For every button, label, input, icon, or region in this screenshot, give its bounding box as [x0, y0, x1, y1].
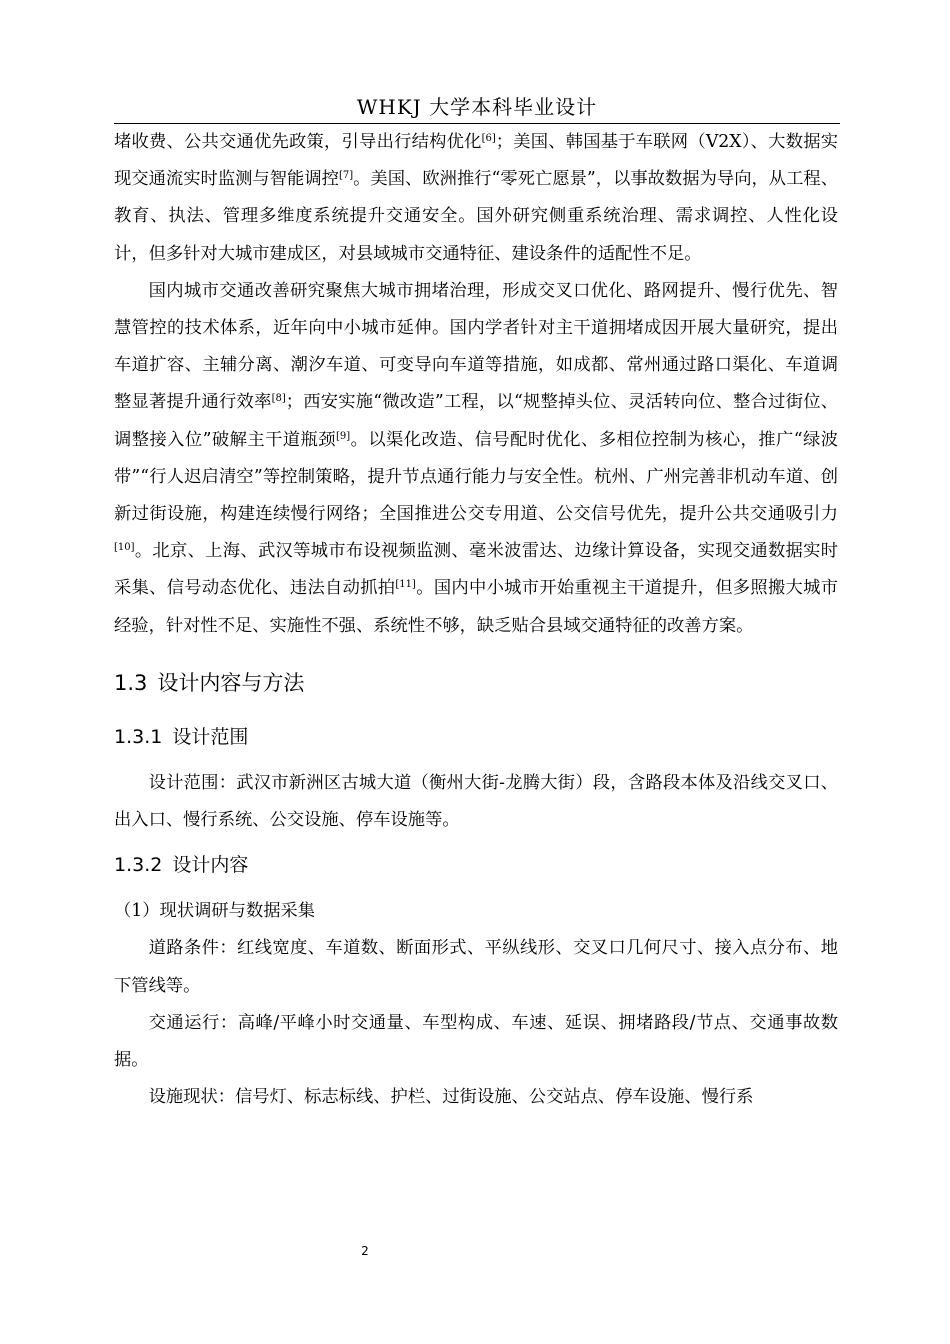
body-text: [114, 124, 838, 1116]
text-run: 。以渠化改造、信号配时优化、多相位控制为核心，推广“绿波带”“行人迟启清空”等控制策略，提升节点通行能力与安全性。杭州、广州完善非机动车道、创新过街设施，构建连续慢行网络；全国推进公交专用道、公交信号优先，提升公共交通吸引力: [114, 429, 838, 525]
paragraph-foreign-research: [114, 124, 838, 273]
citation: [10]: [114, 542, 135, 554]
text-run: 。国内中小城市开始重视主干道提升，但多照搬大城市经验，针对性不足、实施性不强、系统性不够，缺乏贴合县域交通特征的改善方案。: [114, 578, 838, 636]
paragraph-road-conditions: 道路条件：红线宽度、车道数、断面形式、平纵线形、交叉口几何尺寸、接入点分布、地下管线等。: [114, 938, 838, 996]
section-title: 设计内容与方法: [157, 670, 305, 695]
section-heading-1-3-1: [114, 719, 838, 755]
section-number: 1.3.2: [114, 854, 163, 877]
subheading-survey: （1）现状调研与数据采集: [114, 901, 316, 922]
citation: [8]: [271, 393, 286, 405]
text-run: ；西安实施“微改造”工程，以“规整掉头位、灵活转向位、整合过街位、调整接入位”破解主干道瓶颈: [114, 392, 838, 450]
text-run: 。美国、欧洲推行“零死亡愿景”，以事故数据为导向，从工程、教育、执法、管理多维度系统提升交通安全。国外研究侧重系统治理、需求调控、人性化设计，但多针对大城市建成区，对县域城市交通特征、建设条件的适配性不足。: [114, 169, 838, 264]
running-header: WHKJ 大学本科毕业设计: [356, 95, 598, 119]
section-heading-1-3: [114, 663, 838, 703]
section-title: 设计内容: [172, 854, 249, 877]
paragraph-traffic-operation: 交通运行：高峰/平峰小时交通量、车型构成、车速、延误、拥堵路段/节点、交通事故数据。: [114, 1012, 838, 1071]
paragraph-domestic-research: [114, 273, 838, 645]
section-number: 1.3.1: [114, 725, 163, 748]
citation: [7]: [338, 170, 354, 182]
text-run: ；美国、韩国基于车联网（V2X）、大数据实现交通流实时监测与智能调控: [114, 132, 838, 190]
text-run: 堵收费、公共交通优先政策，引导出行结构优化: [114, 132, 482, 152]
section-heading-1-3-2: [114, 847, 838, 883]
section-title: 设计范围: [172, 725, 249, 748]
text-run: 。北京、上海、武汉等城市布设视频监测、毫米波雷达、边缘计算设备，实现交通数据实时采集、信号动态优化、违法自动抓拍: [114, 541, 838, 599]
citation: [6]: [481, 133, 496, 144]
citation: [11]: [395, 579, 416, 591]
section-number: 1.3: [114, 670, 148, 695]
text-run: 国内城市交通改善研究聚焦大城市拥堵治理，形成交叉口优化、路网提升、慢行优先、智慧管控的技术体系，近年向中小城市延伸。国内学者针对主干道拥堵成因开展大量研究，提出车道扩容、主辅分离、潮汐车道、可变导向车道等措施，如成都、常州通过路口渠化、车道调整显著提升通行效率: [114, 280, 838, 413]
paragraph-facility-status: 设施现状：信号灯、标志标线、护栏、过街设施、公交站点、停车设施、慢行系: [148, 1087, 754, 1108]
paragraph-design-scope: 设计范围：武汉市新洲区古城大道（衡州大街-龙腾大街）段，含路段本体及沿线交叉口、出入口、慢行系统、公交设施、停车设施等。: [114, 772, 838, 831]
page-number: 2: [361, 1244, 369, 1258]
citation: [9]: [335, 430, 351, 442]
